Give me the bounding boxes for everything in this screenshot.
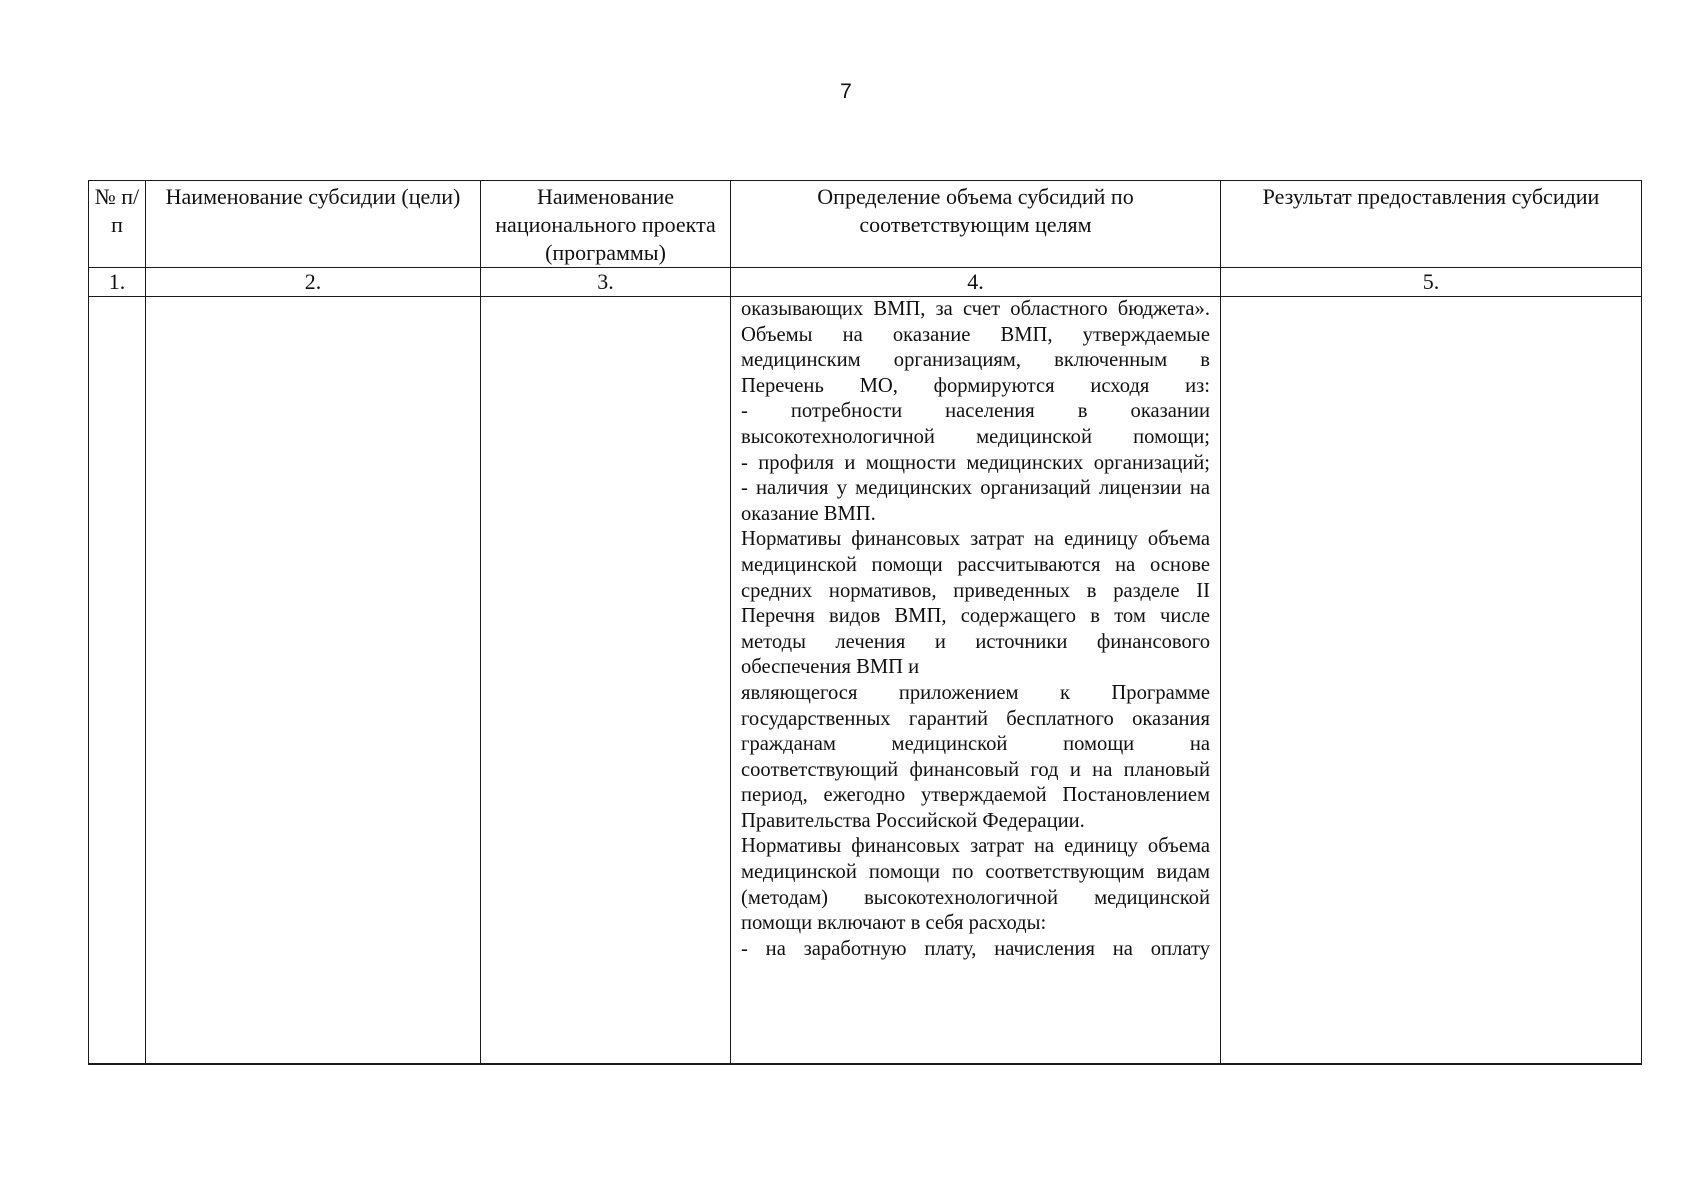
header-volume-determination: Определение объема субсидий по соответствующим целям	[731, 181, 1221, 268]
page-number: 7	[840, 80, 852, 103]
index-cell-3: 3.	[481, 268, 731, 297]
paragraph: Объемы на оказание ВМП, утверждаемые медицинским организациям, включенным в Перечень МО, формируются исходя из:	[741, 323, 1210, 397]
index-cell-5: 5.	[1221, 268, 1642, 297]
index-cell-4: 4.	[731, 268, 1221, 297]
paragraph: являющегося приложением к Программе государственных гарантий бесплатного оказания гражданам медицинской помощи на соответствующий финансовый год и на плановый период, ежегодно утверждаемой Постановлением Правительства Российской Федерации.	[741, 681, 1210, 832]
paragraph: оказывающих ВМП, за счет областного бюджета».	[741, 298, 1210, 320]
subsidy-table	[88, 180, 1642, 1065]
paragraph: Нормативы финансовых затрат на единицу объема медицинской помощи по соответствующим видам (методам) высокотехнологичной медицинской помощи включают в себя расходы:	[741, 835, 1210, 935]
header-national-project: Наименование национального проекта (программы)	[481, 181, 731, 268]
cell-number	[89, 297, 146, 1065]
table-index-row	[89, 268, 1642, 297]
cell-volume-determination	[731, 297, 1221, 1065]
header-number: № п/п	[89, 181, 146, 268]
cell-national-project	[481, 297, 731, 1065]
cell-subsidy-name	[146, 297, 481, 1065]
table-row	[89, 297, 1642, 1065]
paragraph: - на заработную плату, начисления на оплату	[741, 937, 1210, 960]
cell-result	[1221, 297, 1642, 1065]
index-cell-2: 2.	[146, 268, 481, 297]
paragraph: - профиля и мощности медицинских организаций;	[741, 451, 1210, 474]
paragraph: Нормативы финансовых затрат на единицу объема медицинской помощи рассчитываются на основе средних нормативов, приведенных в разделе II Перечня видов ВМП, содержащего в том числе методы лечения и источники финансового обеспечения ВМП и	[741, 528, 1210, 679]
header-result: Результат предоставления субсидии	[1221, 181, 1642, 268]
table-header-row	[89, 181, 1642, 268]
paragraph: - наличия у медицинских организаций лицензии на оказание ВМП.	[741, 477, 1210, 525]
index-cell-1: 1.	[89, 268, 146, 297]
paragraph: - потребности населения в оказании высокотехнологичной медицинской помощи;	[741, 400, 1210, 448]
header-subsidy-name: Наименование субсидии (цели)	[146, 181, 481, 268]
